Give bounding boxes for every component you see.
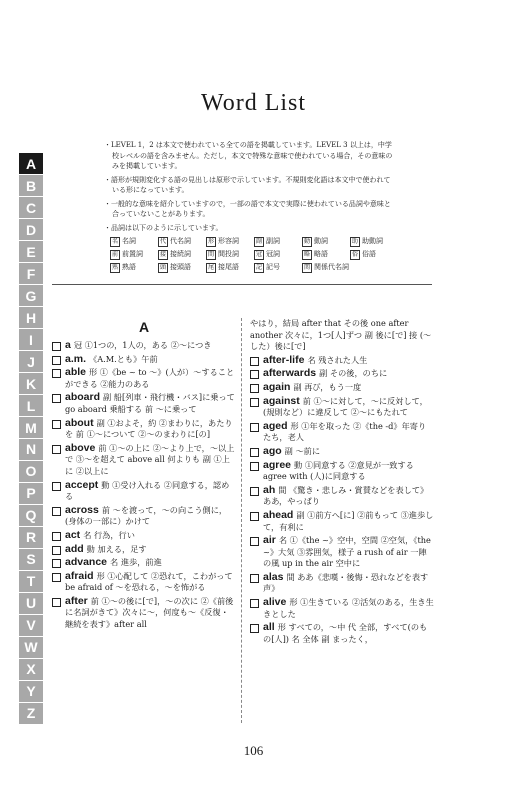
legend-item: [302, 262, 350, 273]
definition: 前 ～を渡って，～の向こう側に，(身体の一部に）かけて: [65, 504, 228, 527]
right-column: [250, 318, 434, 647]
word-entry: [52, 392, 236, 415]
usage-notes: [104, 140, 394, 273]
word-entry: [52, 505, 236, 528]
legend-label: 記号: [266, 263, 281, 271]
checkbox-icon[interactable]: [250, 487, 259, 496]
checkbox-icon[interactable]: [52, 573, 61, 582]
index-tab-e[interactable]: E: [19, 241, 43, 262]
legend-item: [110, 249, 158, 260]
legend-abbr: 前: [112, 251, 119, 258]
index-tab-k[interactable]: K: [19, 373, 43, 394]
checkbox-icon[interactable]: [250, 624, 259, 633]
checkbox-icon[interactable]: [250, 448, 259, 457]
checkbox-icon[interactable]: [52, 532, 61, 541]
checkbox-icon[interactable]: [52, 546, 61, 555]
legend-label: 接頭語: [170, 263, 192, 271]
legend-abbr: 助: [352, 238, 359, 245]
checkbox-icon[interactable]: [52, 598, 61, 607]
legend-abbr: 名: [112, 238, 119, 245]
index-tab-c[interactable]: C: [19, 197, 43, 218]
word-entry: [250, 368, 434, 380]
word-entry: [52, 544, 236, 556]
checkbox-icon[interactable]: [250, 423, 259, 432]
word-entry: [52, 530, 236, 542]
legend-item: [158, 262, 206, 273]
legend-abbr: 略: [304, 251, 311, 258]
index-tab-y[interactable]: Y: [19, 681, 43, 702]
headword: aboard: [65, 391, 101, 404]
index-tab-t[interactable]: T: [19, 571, 43, 592]
word-entry: [52, 480, 236, 503]
definition: 名 進歩，前進: [110, 557, 162, 568]
index-tab-g[interactable]: G: [19, 285, 43, 306]
headword: about: [65, 416, 94, 429]
legend-abbr: 俗: [352, 251, 359, 258]
word-entry: [52, 443, 236, 478]
legend-label: 形容詞: [218, 237, 240, 245]
column-divider: [241, 318, 242, 723]
index-tab-o[interactable]: O: [19, 461, 43, 482]
word-entry: [250, 396, 434, 419]
index-tab-i[interactable]: I: [19, 329, 43, 350]
checkbox-icon[interactable]: [52, 507, 61, 516]
definition: 動 ①同意する ②意見が一致する agree with (人)に同意する: [263, 459, 414, 482]
left-column: [52, 318, 236, 633]
legend-label: 関係代名詞: [314, 263, 350, 271]
headword: agree: [263, 458, 292, 471]
headword: again: [263, 380, 291, 393]
definition: 形 ①生きている ②活気のある，生き生きとした: [263, 597, 434, 619]
definition: 間 ああ《悲嘆・後悔・恐れなどを表す声》: [263, 571, 429, 594]
checkbox-icon[interactable]: [52, 559, 61, 568]
index-tab-d[interactable]: D: [19, 219, 43, 240]
headword: across: [65, 503, 99, 516]
headword: ahead: [263, 508, 294, 521]
word-entry: [52, 367, 236, 390]
definition: 動 加える，足す: [86, 543, 147, 554]
headword: able: [65, 366, 87, 379]
headword: a: [65, 339, 71, 351]
legend-abbr: 形: [208, 238, 215, 245]
checkbox-icon[interactable]: [250, 512, 259, 521]
legend-label: 名詞: [122, 237, 137, 245]
definition: 副 ～前に: [284, 445, 321, 456]
definition: 前 ①～の後に[で]，～の次に ②《前後に名詞がきて》次々に～，何度も～《反復・継続を表す》after all: [65, 595, 234, 630]
headword: all: [263, 621, 275, 634]
word-entry: [250, 572, 434, 595]
legend-abbr: 頭: [160, 264, 167, 271]
index-tab-h[interactable]: H: [19, 307, 43, 328]
legend-item: [254, 262, 302, 273]
legend-abbr: 関: [304, 264, 311, 271]
legend-abbr: 代: [160, 238, 167, 245]
page-number: 106: [243, 743, 264, 758]
usage-note: ・LEVEL 1，2 は本文で使われている全ての語を掲載しています。LEVEL 3 以上は，中学校レベルの語を含みません。ただし，本文で特殊な意味で使われている場合，その意味のみを掲載しています。: [104, 141, 393, 170]
index-tab-a[interactable]: A: [19, 153, 43, 174]
definition: 副 その後，のちに: [319, 368, 388, 379]
index-tab-z[interactable]: Z: [19, 703, 43, 724]
word-entry: [52, 596, 236, 631]
checkbox-icon[interactable]: [52, 445, 61, 454]
word-entry: [250, 355, 434, 367]
legend-label: 前置詞: [122, 250, 144, 258]
headword: afraid: [65, 569, 94, 582]
headword: accept: [65, 478, 99, 491]
index-tab-f[interactable]: F: [19, 263, 43, 284]
index-tab-r[interactable]: R: [19, 527, 43, 548]
usage-note: ・品詞は以下のように示しています。: [104, 223, 223, 232]
part-of-speech-legend: [104, 236, 394, 273]
word-entry: [250, 622, 434, 645]
definition: 冠 ①1つの，1人の，ある ②～につき: [73, 340, 212, 350]
alphabet-index-tabs: [19, 153, 43, 725]
index-tab-v[interactable]: V: [19, 615, 43, 636]
legend-abbr: 間: [208, 251, 215, 258]
headword: ah: [263, 483, 276, 496]
definition: 副 ①前方へ[に] ②前もって ③進歩して，有利に: [263, 509, 434, 532]
definition: 前 ①～に対して，～に反対して，(規則など）に違反して ②～にもたれて: [263, 395, 428, 418]
index-tab-w[interactable]: W: [19, 637, 43, 658]
legend-item: [158, 249, 206, 260]
definition: 形 ①年を取った ②《the -d》年寄りたち，老人: [263, 420, 427, 443]
legend-label: 俗語: [362, 250, 377, 258]
word-entry: [52, 418, 236, 441]
legend-item: [110, 236, 158, 247]
index-tab-b[interactable]: B: [19, 175, 43, 196]
legend-abbr: 記: [256, 264, 263, 271]
index-tab-j[interactable]: J: [19, 351, 43, 372]
definition: 形 ①《be ~ to ～》(人が）～することができる ②能力のある: [65, 367, 235, 389]
headword: above: [65, 441, 96, 454]
checkbox-icon[interactable]: [250, 357, 259, 366]
checkbox-icon[interactable]: [250, 384, 259, 393]
legend-label: 動詞: [314, 237, 329, 245]
legend-item: [206, 249, 254, 260]
headword: act: [65, 528, 81, 541]
legend-item: [302, 236, 350, 247]
legend-label: 助動詞: [362, 237, 384, 245]
legend-item: [254, 236, 302, 247]
headword: afterwards: [263, 367, 317, 380]
definition: 副 再び，もう一度: [293, 381, 362, 392]
word-entry: [250, 460, 434, 483]
checkbox-icon[interactable]: [52, 394, 61, 403]
legend-item: [350, 236, 398, 247]
index-tab-l[interactable]: L: [19, 395, 43, 416]
legend-abbr: 接: [160, 251, 167, 258]
legend-abbr: 尾: [208, 264, 215, 271]
headword: against: [263, 394, 300, 407]
legend-item: [206, 236, 254, 247]
legend-label: 間投詞: [218, 250, 240, 258]
checkbox-icon[interactable]: [250, 370, 259, 379]
definition: 名 ①《the ~》空中，空間 ②空気，《the ~》大気 ③雰囲気，様子 a rush of air 一陣の風 up in the air 空中に: [263, 535, 431, 569]
word-entry: [250, 510, 434, 533]
checkbox-icon[interactable]: [52, 342, 61, 351]
usage-note: ・一般的な意味を紹介していますので，一部の語で本文で実際に使われている品詞や意味と合っていないことがあります。: [104, 199, 391, 218]
checkbox-icon[interactable]: [52, 420, 61, 429]
headword: alas: [263, 570, 284, 583]
legend-label: 熟語: [122, 263, 137, 271]
checkbox-icon[interactable]: [250, 599, 259, 608]
word-entry: [52, 340, 236, 352]
index-tab-u[interactable]: U: [19, 593, 43, 614]
definition: 《A.M.とも》午前: [89, 353, 158, 364]
page-title: Word List: [200, 90, 307, 116]
word-entry: [52, 354, 236, 366]
checkbox-icon[interactable]: [250, 574, 259, 583]
headword: air: [263, 534, 276, 547]
definition: 副 ①およそ，約 ②まわりに，あたりを 前 ①～について ②～のまわりに[の]: [65, 417, 233, 440]
checkbox-icon[interactable]: [250, 398, 259, 407]
legend-label: 冠詞: [266, 250, 281, 258]
legend-label: 副詞: [266, 237, 281, 245]
definition: 副 船[列車・飛行機・バス]に乗って go aboard 乗船する 前 ～に乗って: [65, 392, 235, 414]
word-entry: [250, 446, 434, 458]
entry-continuation: やはり，結局 after that その後 one after another 次々に，1つ[人]ずつ 副 後に[で] 接 (～した）後に[で]: [250, 318, 432, 352]
headword: ago: [263, 444, 282, 457]
index-tab-m[interactable]: M: [19, 417, 43, 438]
legend-item: [158, 236, 206, 247]
index-tab-x[interactable]: X: [19, 659, 43, 680]
word-entry: [250, 421, 434, 444]
checkbox-icon[interactable]: [52, 369, 61, 378]
definition: 形 すべての，～中 代 全部，すべて(のもの[人]) 名 全体 副 まったく，: [263, 622, 428, 644]
legend-item: [302, 249, 350, 260]
legend-item: [206, 262, 254, 273]
word-entry: [250, 382, 434, 394]
headword: alive: [263, 596, 287, 609]
checkbox-icon[interactable]: [250, 537, 259, 546]
index-tab-p[interactable]: P: [19, 483, 43, 504]
legend-label: 略語: [314, 250, 329, 258]
index-tab-q[interactable]: Q: [19, 505, 43, 526]
word-entry: [250, 485, 434, 508]
legend-abbr: 動: [304, 238, 311, 245]
headword: aged: [263, 419, 288, 432]
checkbox-icon[interactable]: [250, 462, 259, 471]
definition: 間 《驚き・悲しみ・賞賛などを表して》ああ，やっぱり: [263, 484, 429, 507]
checkbox-icon[interactable]: [52, 356, 61, 365]
word-entry: [52, 571, 236, 594]
definition: 形 ①心配して ②恐れて，こわがって be afraid of ～を恐れる，～を怖がる: [65, 570, 233, 593]
legend-item: [350, 249, 398, 260]
horizontal-divider: [52, 284, 432, 285]
legend-label: 代名詞: [170, 237, 192, 245]
legend-label: 接尾語: [218, 263, 240, 271]
definition: 動 ①受け入れる ②同意する，認める: [65, 479, 230, 502]
headword: a.m.: [65, 352, 87, 365]
legend-label: 接続詞: [170, 250, 192, 258]
definition: 名 残された人生: [307, 354, 368, 365]
definition: 名 行為，行い: [83, 529, 135, 540]
legend-abbr: 熟: [112, 264, 119, 271]
headword: add: [65, 542, 84, 555]
legend-item: [254, 249, 302, 260]
word-entry: [250, 535, 434, 570]
word-entry: [250, 597, 434, 620]
definition: 前 ①～の上に ②～より上で，～以上で ③～を超えて above all 何よりも 副 ①上に ②以上に: [65, 442, 235, 476]
headword: advance: [65, 556, 108, 569]
legend-abbr: 冠: [256, 251, 263, 258]
checkbox-icon[interactable]: [52, 482, 61, 491]
section-heading: A: [138, 319, 150, 335]
headword: after: [65, 594, 88, 607]
headword: after-life: [263, 353, 305, 366]
legend-item: [110, 262, 158, 273]
word-entry: [52, 557, 236, 569]
usage-note: ・語形が規則変化する語の見出しは原形で示しています。不規則変化語は本文中で使われている形になっています。: [104, 175, 391, 194]
index-tab-s[interactable]: S: [19, 549, 43, 570]
legend-abbr: 副: [256, 238, 263, 245]
index-tab-n[interactable]: N: [19, 439, 43, 460]
